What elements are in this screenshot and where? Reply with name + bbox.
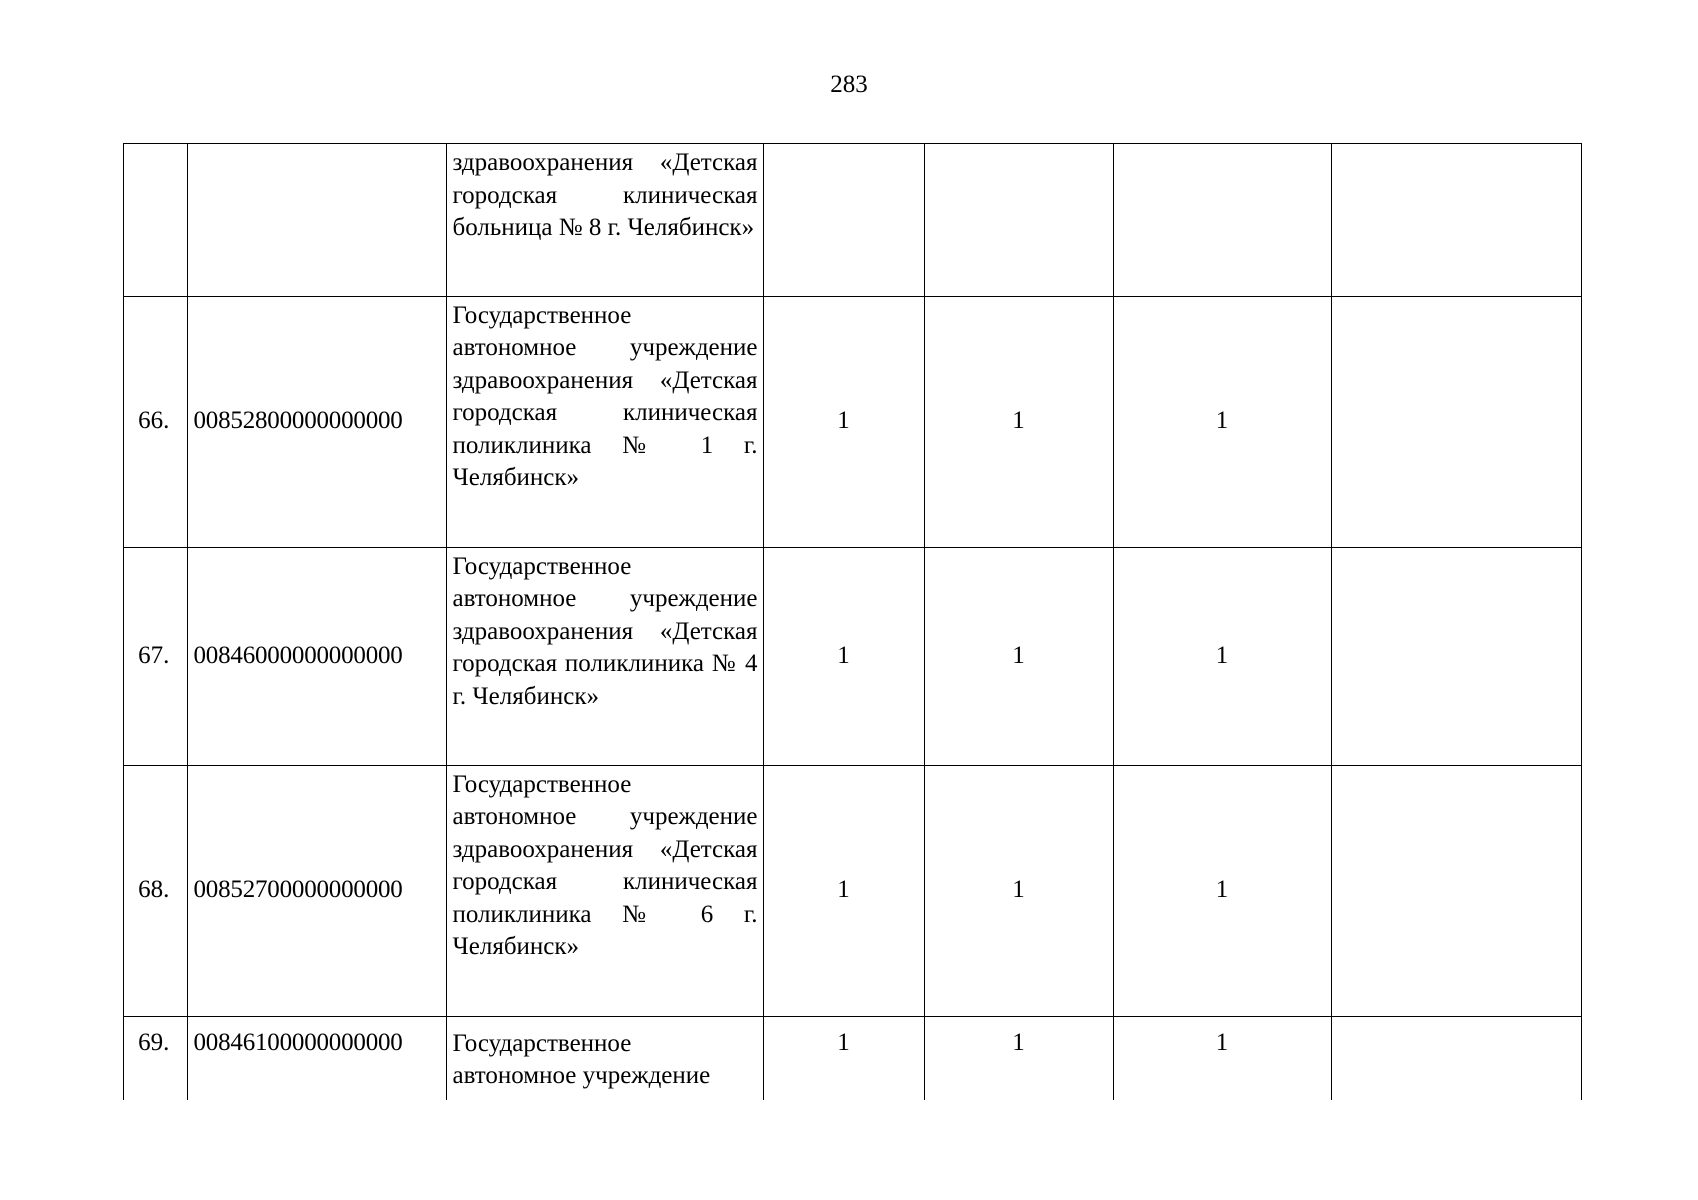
table-row <box>124 547 1582 765</box>
table-row <box>124 765 1582 1016</box>
row-value-2: 1 <box>924 1016 1113 1100</box>
document-table <box>123 143 1582 1100</box>
row-value-4 <box>1331 144 1582 296</box>
row-number: 67. <box>124 547 187 765</box>
row-name: Государственное автономное учреждение здравоохранения «Детская городская поликлиника № 4 г. Челябинск» <box>446 547 763 765</box>
row-value-3: 1 <box>1113 547 1331 765</box>
row-number: 69. <box>124 1016 187 1100</box>
row-value-4 <box>1331 1016 1582 1100</box>
data-table <box>124 144 1582 1100</box>
row-code: 00846100000000000 <box>187 1016 446 1100</box>
row-value-2: 1 <box>924 296 1113 547</box>
row-value-4 <box>1331 765 1582 1016</box>
row-value-1: 1 <box>763 547 924 765</box>
row-value-1: 1 <box>763 1016 924 1100</box>
row-value-3 <box>1113 144 1331 296</box>
row-value-2: 1 <box>924 547 1113 765</box>
table-row <box>124 144 1582 296</box>
row-name: Государственное автономное учреждение здравоохранения «Детская городская клиническая поликлиника № 6 г. Челябинск» <box>446 765 763 1016</box>
row-value-3: 1 <box>1113 765 1331 1016</box>
row-name: здравоохранения «Детская городская клиническая больница № 8 г. Челябинск» <box>446 144 763 296</box>
row-value-2 <box>924 144 1113 296</box>
table-row <box>124 296 1582 547</box>
row-number: 66. <box>124 296 187 547</box>
row-value-4 <box>1331 296 1582 547</box>
row-number <box>124 144 187 296</box>
page-number: 283 <box>830 71 868 98</box>
row-value-1 <box>763 144 924 296</box>
row-code <box>187 144 446 296</box>
row-value-1: 1 <box>763 296 924 547</box>
row-value-1: 1 <box>763 765 924 1016</box>
row-code: 00852700000000000 <box>187 765 446 1016</box>
row-value-3: 1 <box>1113 1016 1331 1100</box>
row-number: 68. <box>124 765 187 1016</box>
row-code: 00852800000000000 <box>187 296 446 547</box>
row-value-4 <box>1331 547 1582 765</box>
row-value-2: 1 <box>924 765 1113 1016</box>
row-name: Государственное автономное учреждение <box>446 1016 763 1100</box>
table-row <box>124 1016 1582 1100</box>
row-value-3: 1 <box>1113 296 1331 547</box>
row-name: Государственное автономное учреждение здравоохранения «Детская городская клиническая поликлиника № 1 г. Челябинск» <box>446 296 763 547</box>
row-code: 00846000000000000 <box>187 547 446 765</box>
